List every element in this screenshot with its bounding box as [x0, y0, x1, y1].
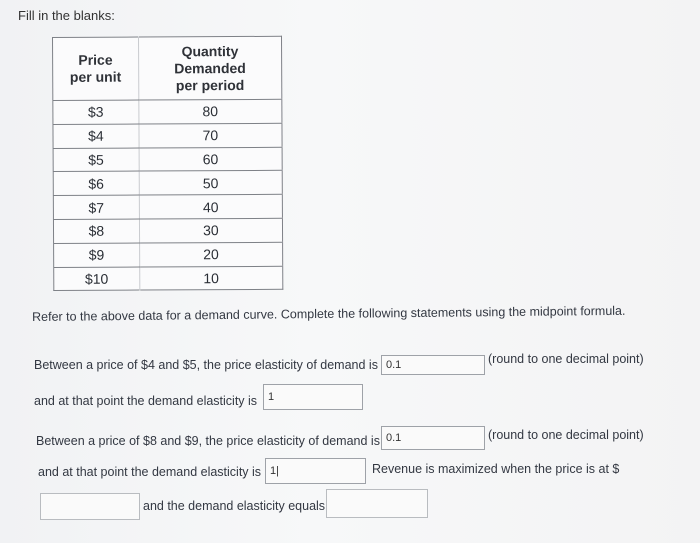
q3-answer-input[interactable] — [381, 426, 485, 450]
price-cell: $9 — [54, 243, 140, 267]
price-cell: $6 — [53, 171, 139, 195]
question-prompt: Refer to the above data for a demand curve. Complete the following statements using the midpoint formula. — [32, 303, 626, 324]
table-row — [53, 99, 282, 124]
table-row — [54, 242, 283, 267]
quantity-cell: 10 — [203, 270, 219, 287]
q4-statement: and at that point the demand elasticity is — [38, 465, 262, 479]
quantity-cell: 80 — [139, 99, 282, 124]
quantity-cell: 60 — [139, 147, 282, 172]
price-cell: $4 — [53, 124, 139, 148]
price-cell: $5 — [53, 148, 139, 172]
q6-statement: and the demand elasticity equals — [143, 499, 326, 513]
q2-answer-input[interactable] — [263, 384, 363, 410]
demand-table — [52, 36, 283, 292]
table-row — [53, 171, 282, 196]
table-row — [53, 147, 282, 172]
q1-statement: Between a price of $4 and $5, the price elasticity of demand is — [34, 358, 378, 372]
q6-answer-input[interactable] — [326, 489, 428, 518]
q3-statement: Between a price of $8 and $9, the price elasticity of demand is — [36, 434, 380, 448]
q1-answer-input[interactable] — [381, 355, 485, 375]
quantity-column-header: Quantity Demanded per period — [138, 36, 282, 100]
quantity-cell: 40 — [139, 194, 282, 219]
q3-rounding-note: (round to one decimal point) — [488, 428, 644, 442]
instructions-heading: Fill in the blanks: — [18, 8, 115, 23]
quantity-cell: 50 — [139, 171, 282, 196]
q4-answer-input[interactable] — [265, 458, 366, 484]
table-row — [53, 194, 282, 219]
quantity-cell: 20 — [139, 242, 282, 267]
price-column-header: Price per unit — [53, 37, 139, 100]
q5-answer-input[interactable] — [40, 493, 140, 520]
price-cell: $7 — [53, 195, 139, 219]
table-header-row — [53, 36, 282, 100]
q1-rounding-note: (round to one decimal point) — [488, 352, 644, 366]
price-cell: $8 — [53, 219, 139, 243]
table-row — [53, 123, 282, 148]
table-row — [54, 266, 283, 291]
q2-statement: and at that point the demand elasticity is — [34, 394, 258, 408]
table-row — [53, 218, 282, 243]
price-cell: $3 — [53, 100, 139, 124]
quantity-cell: 30 — [139, 218, 282, 243]
price-cell: $10 — [54, 267, 140, 291]
q5-statement: Revenue is maximized when the price is at $ — [372, 462, 620, 476]
quantity-cell: 70 — [139, 123, 282, 148]
